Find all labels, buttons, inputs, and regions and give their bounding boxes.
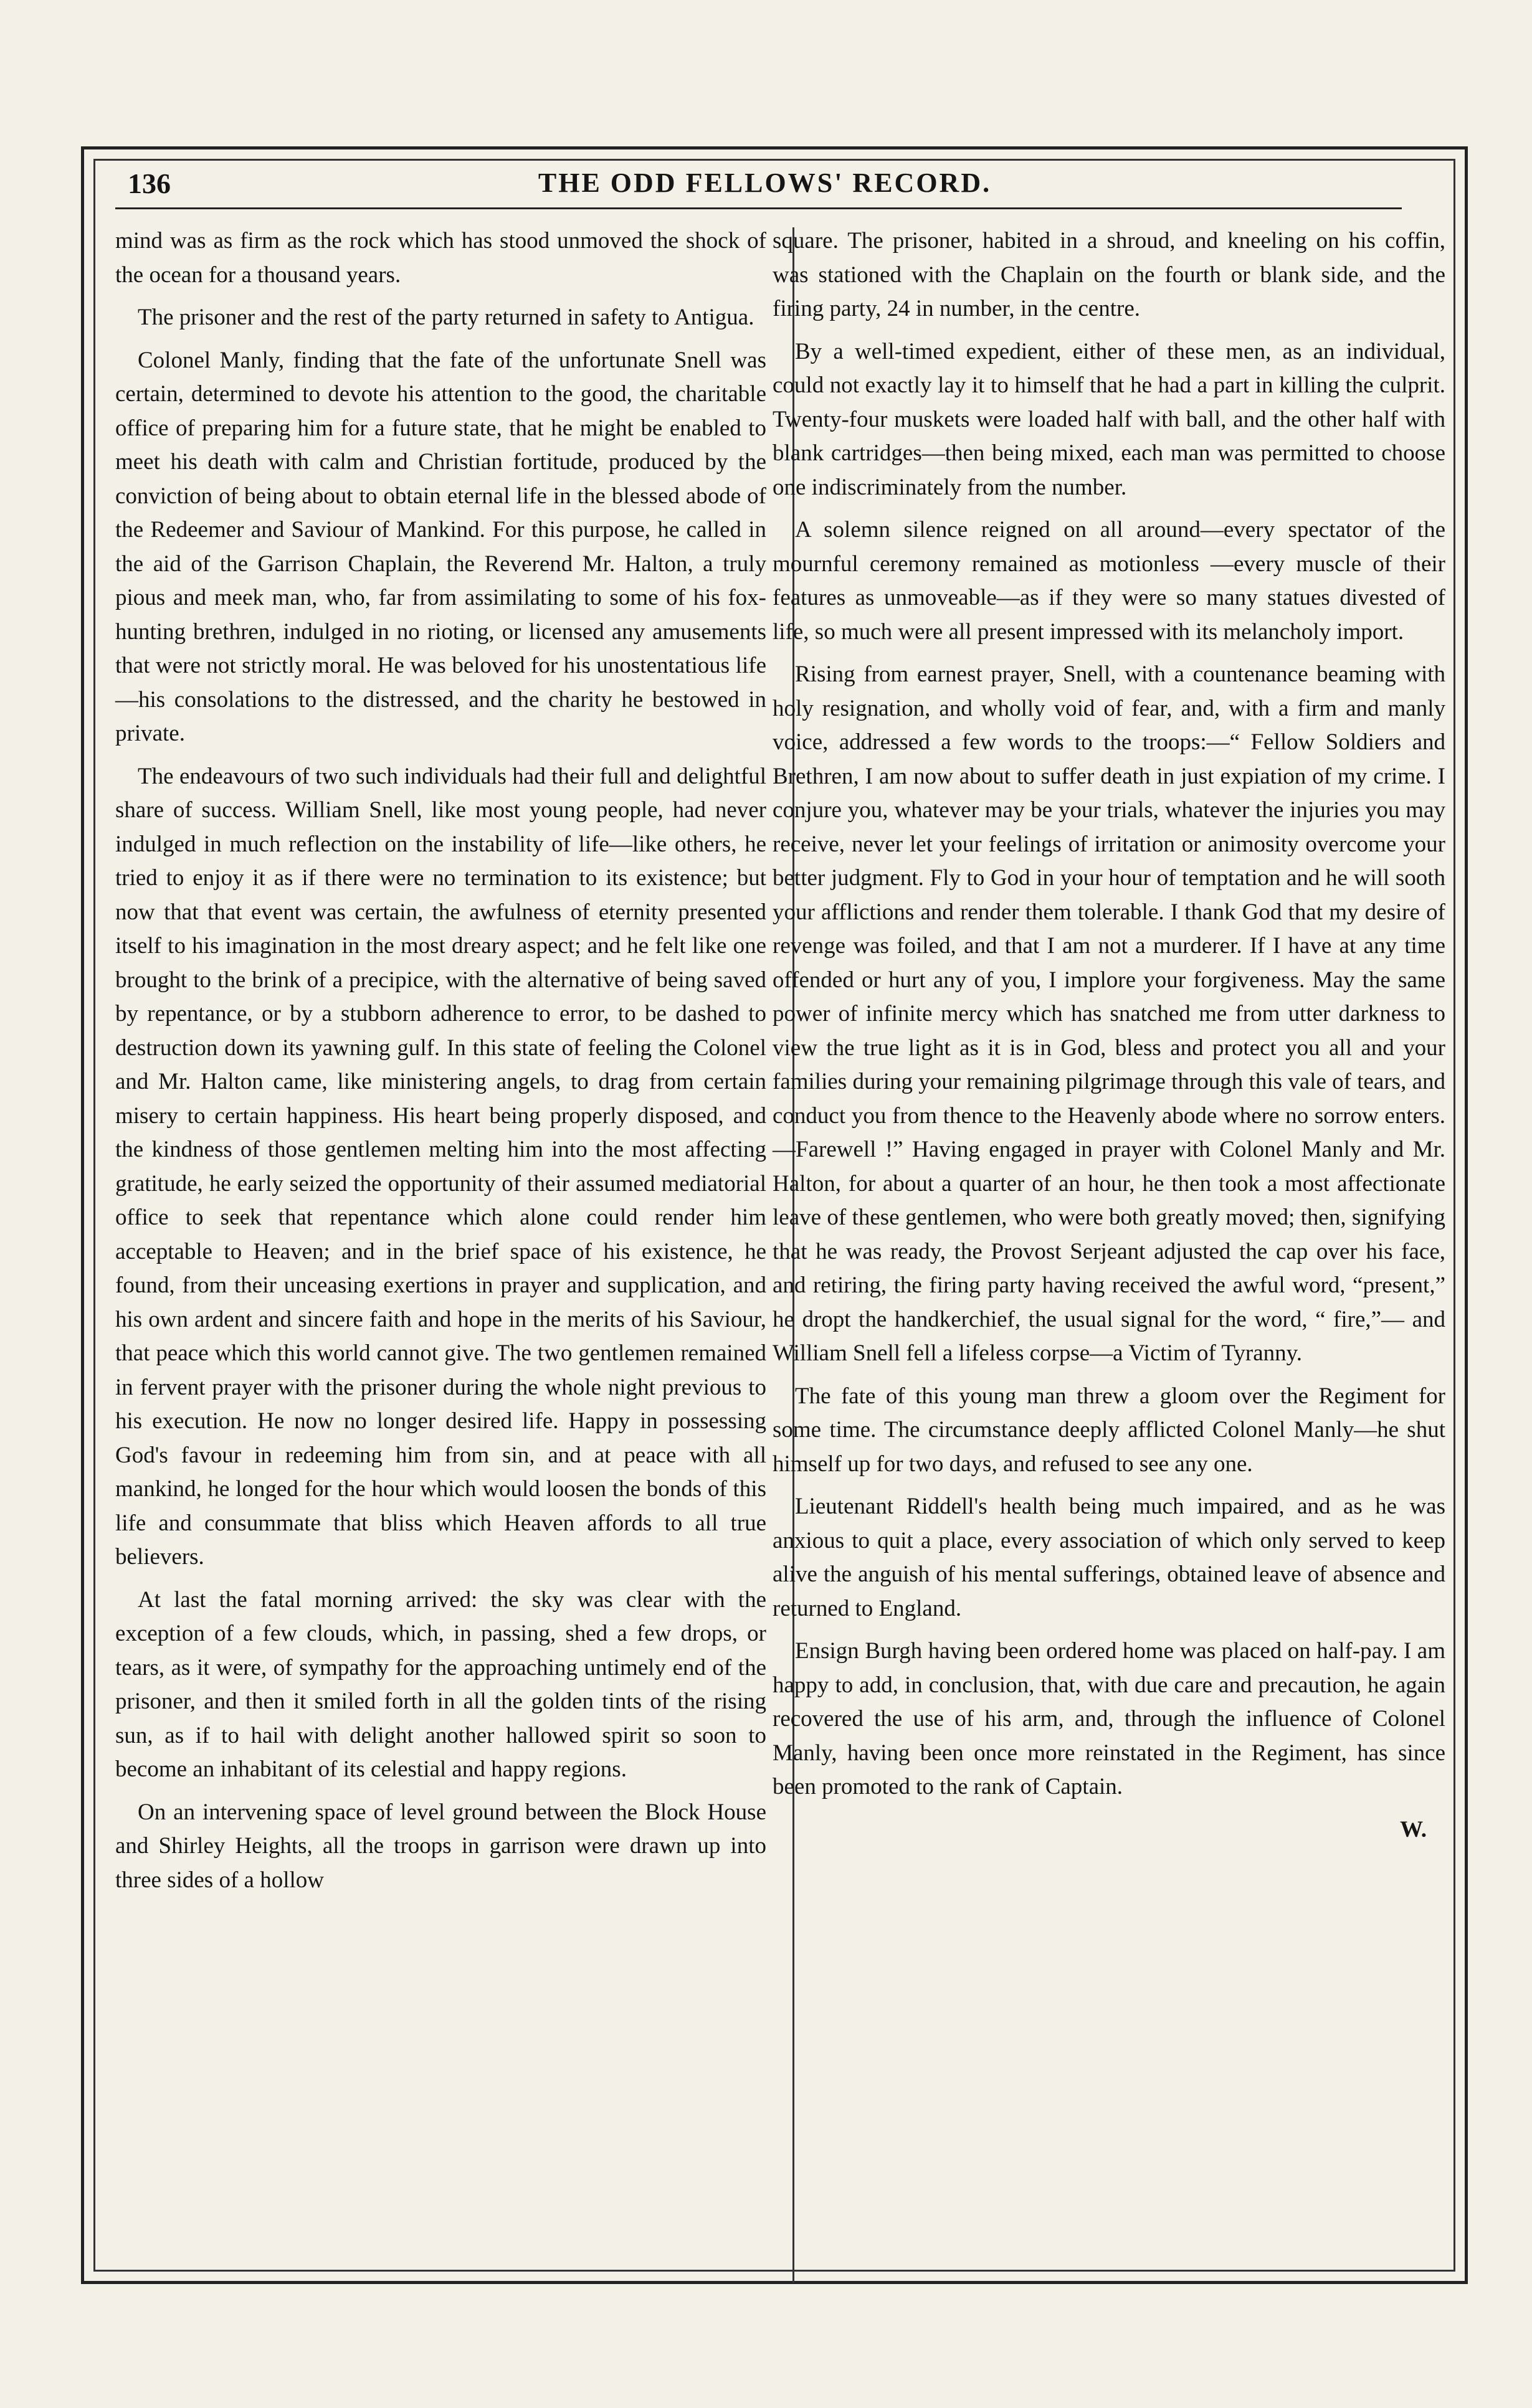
- paragraph: square. The prisoner, habited in a shroud, and kneeling on his coffin, was stationed with the Chaplain on the fourth or blank side, and the firing party, 24 in number, in the centre.: [773, 228, 1445, 321]
- paragraph: At last the fatal morning arrived: the sky was clear with the exception of a few clouds, which, in passing, shed a few drops, or tears, as it were, of sympathy for the approaching untimely end of the prisoner, and then it smiled forth in all the golden tints of the rising sun, as if to hail with delight another hallowed spirit so soon to become an inhabitant of its celestial and happy regions.: [115, 1586, 766, 1782]
- paragraph: Lieutenant Riddell's health being much impaired, and as he was anxious to quit a place, every association of which only served to keep alive the anguish of his mental sufferings, obtained leave of absence and returned to England.: [773, 1494, 1445, 1621]
- header-rule: [115, 207, 1402, 209]
- paragraph: Rising from earnest prayer, Snell, with a countenance beaming with holy resignation, and wholly void of fear, and, with a firm and manly voice, addressed a few words to the troops:—“ Fellow Soldiers and Brethren, I am now about to suffer death in just expiation of my crime. I conjure you, whatever may be your trials, whatever the injuries you may receive, never let your feelings of irritation or animosity overcome your better judgment. Fly to God in your hour of temptation and he will sooth your afflictions and render them tolerable. I thank God that my desire of revenge was foiled, and that I am not a murderer. If I have at any time offended or hurt any of you, I implore your forgiveness. May the same power of infinite mercy which has snatched me from utter darkness to view the true light as it is in God, bless and protect you all and your families during your remaining pilgrimage through this vale of tears, and conduct you from thence to the Heavenly abode where no sorrow enters.—Farewell !” Having engaged in prayer with Colonel Manly and Mr. Halton, for about a quarter of an hour, he then took a most affectionate leave of these gentlemen, who were both greatly moved; then, signifying that he was ready, the Provost Serjeant adjusted the cap over his face, and retiring, the firing party having received the awful word, “present,” he dropt the handkerchief, the usual signal for the word, “ fire,”— and William Snell fell a lifeless corpse—a Victim of Tyranny.: [773, 661, 1445, 1366]
- paragraph: A solemn silence reigned on all around—every spectator of the mournful ceremony remained as motionless —every muscle of their features as unmoveable—as if they were so many statues divested of life, so much were all present impressed with its melancholy import.: [773, 517, 1445, 645]
- paragraph: The endeavours of two such individuals had their full and delightful share of success. William Snell, like most young people, had never indulged in much reflection on the instability of life—like others, he tried to enjoy it as if there were no termination to its existence; but now that that event was certain, the awfulness of eternity presented itself to his imagination in the most dreary aspect; and he felt like one brought to the brink of a precipice, with the alternative of being saved by repentance, or by a stubborn adherence to error, to be dashed to destruction down its yawning gulf. In this state of feeling the Colonel and Mr. Halton came, like ministering angels, to drag from certain misery to certain happiness. His heart being properly disposed, and the kindness of those gentlemen melting him into the most affecting gratitude, he early seized the opportunity of their assumed mediatorial office to seek that repentance which alone could render him acceptable to Heaven; and in the brief space of his existence, he found, from their unceasing exertions in prayer and supplication, and his own ardent and sincere faith and hope in the merits of his Saviour, that peace which this world cannot give. The two gentlemen remained in fervent prayer with the prisoner during the whole night previous to his execution. He now no longer desired life. Happy in possessing God's favour in redeeming him from sin, and at peace with all mankind, he longed for the hour which would loosen the bonds of this life and consummate that bliss which Heaven affords to all true believers.: [115, 763, 766, 1570]
- paragraph: On an intervening space of level ground between the Block House and Shirley Heights, all the troops in garrison were drawn up into three sides of a hollow: [115, 1799, 766, 1893]
- running-title: THE ODD FELLOWS' RECORD.: [538, 168, 992, 198]
- page-number: 136: [128, 168, 171, 199]
- page-header: [128, 167, 1402, 211]
- paragraph: The prisoner and the rest of the party returned in safety to Antigua.: [138, 305, 754, 330]
- paragraph: mind was as firm as the rock which has stood unmoved the shock of the ocean for a thousand years.: [115, 228, 766, 288]
- right-column: [773, 224, 1445, 1847]
- paragraph: Ensign Burgh having been ordered home was placed on half-pay. I am happy to add, in conclusion, that, with due care and precaution, he again recovered the use of his arm, and, through the influence of Colonel Manly, having been once more reinstated in the Regiment, has since been promoted to the rank of Captain.: [773, 1638, 1445, 1799]
- paragraph: By a well-timed expedient, either of these men, as an individual, could not exactly lay it to himself that he had a part in killing the culprit. Twenty-four muskets were loaded half with ball, and the other half with blank cartridges—then being mixed, each man was permitted to choose one indiscriminately from the number.: [773, 338, 1445, 500]
- paragraph: The fate of this young man threw a gloom over the Regiment for some time. The circumstance deeply afflicted Colonel Manly—he shut himself up for two days, and refused to see any one.: [773, 1383, 1445, 1477]
- paragraph: Colonel Manly, finding that the fate of the unfortunate Snell was certain, determined to devote his attention to the good, the charitable office of preparing him for a future state, that he might be enabled to meet his death with calm and Christian fortitude, produced by the conviction of being about to obtain eternal life in the blessed abode of the Redeemer and Saviour of Mankind. For this purpose, he called in the aid of the Garrison Chaplain, the Reverend Mr. Halton, a truly pious and meek man, who, far from assimilating to some of his fox-hunting brethren, indulged in no rioting, or licensed any amusements that were not strictly moral. He was beloved for his unostentatious life—his consolations to the distressed, and the charity he bestowed in private.: [115, 347, 766, 746]
- author-signature: W.: [1400, 1816, 1427, 1842]
- left-column: [115, 224, 766, 1906]
